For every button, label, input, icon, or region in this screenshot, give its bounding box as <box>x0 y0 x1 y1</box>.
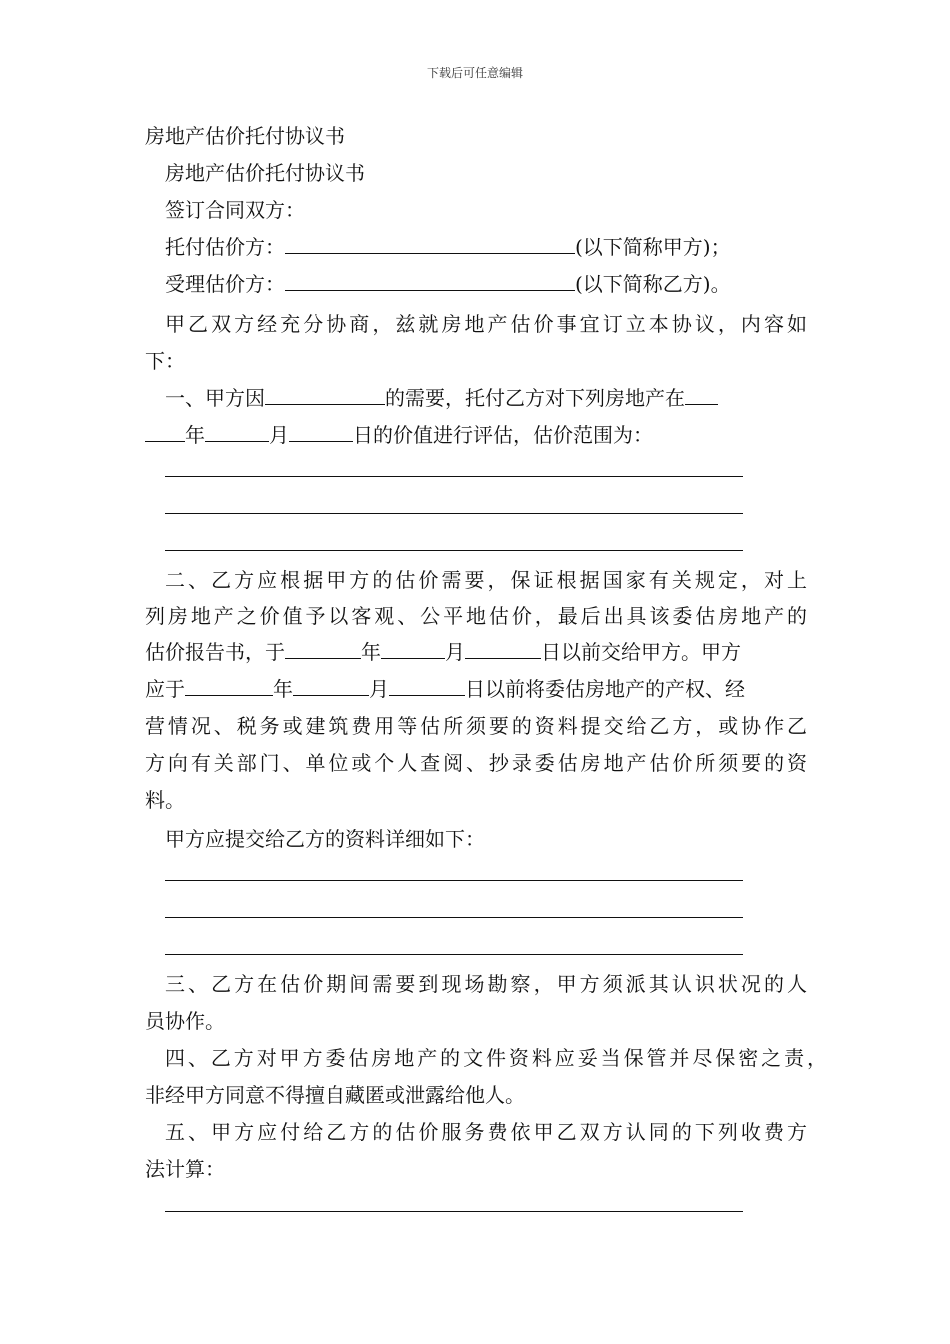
clause-2-line-5: 营情况、税务或建筑费用等估所须要的资料提交给乙方，或协作乙 <box>145 714 807 738</box>
fee-method-line[interactable] <box>165 1211 743 1212</box>
clause-4-line-1: 四、乙方对甲方委估房地产的文件资料应妥当保管并尽保密之责， <box>165 1046 827 1070</box>
report-month-label: 月 <box>445 640 465 664</box>
report-month-blank[interactable] <box>381 636 445 659</box>
clause-1-middle: 的需要，托付乙方对下列房地产在 <box>385 386 685 410</box>
party-a-line <box>165 229 835 265</box>
clause-2-line-1: 二、乙方应根据甲方的估价需要，保证根据国家有关规定，对上 <box>165 568 807 592</box>
clause-1-end: 日的价值进行评估，估价范围为： <box>353 423 653 447</box>
purpose-blank[interactable] <box>265 382 385 405</box>
clause-2-l3-end: 日以前交给甲方。甲方 <box>541 640 741 664</box>
clause-3-line-1: 三、乙方在估价期间需要到现场勘察，甲方须派其认识状况的人 <box>165 972 807 996</box>
report-year-label: 年 <box>361 640 381 664</box>
month-label: 月 <box>269 423 289 447</box>
clause-4-line-2: 非经甲方同意不得擅自藏匿或泄露给他人。 <box>145 1083 525 1107</box>
clause-1-line-1 <box>165 380 835 416</box>
report-day-blank[interactable] <box>465 636 541 659</box>
materials-line-2[interactable] <box>165 917 743 918</box>
clause-5-line-2: 法计算： <box>145 1157 225 1181</box>
parties-label: 签订合同双方： <box>165 198 305 222</box>
party-b-line <box>165 266 835 302</box>
clause-2-line-3 <box>145 634 815 670</box>
month-blank[interactable] <box>205 419 269 442</box>
clause-2-l4-end: 日以前将委估房地产的产权、经 <box>465 677 745 701</box>
submit-month-label: 月 <box>369 677 389 701</box>
document-subtitle: 房地产估价托付协议书 <box>165 161 365 185</box>
party-b-label: 受理估价方： <box>165 272 285 296</box>
clause-2-l4-start: 应于 <box>145 677 185 701</box>
document-title: 房地产估价托付协议书 <box>145 124 345 148</box>
clause-2-line-7: 料。 <box>145 788 185 812</box>
party-a-suffix: (以下简称甲方)； <box>575 235 731 259</box>
party-a-blank[interactable] <box>285 231 575 254</box>
year-label: 年 <box>185 423 205 447</box>
report-year-blank[interactable] <box>285 636 361 659</box>
clause-2-line-2: 列房地产之价值予以客观、公平地估价，最后出具该委估房地产的 <box>145 604 807 628</box>
materials-line-1[interactable] <box>165 880 743 881</box>
party-b-suffix: (以下简称乙方)。 <box>575 272 731 296</box>
party-a-label: 托付估价方： <box>165 235 285 259</box>
year-blank-part-1[interactable] <box>685 382 718 405</box>
submit-day-blank[interactable] <box>389 673 465 696</box>
clause-2-l3-start: 估价报告书，于 <box>145 640 285 664</box>
clause-2-line-6: 方向有关部门、单位或个人查阅、抄录委估房地产估价所须要的资 <box>145 751 807 775</box>
clause-1-line-2 <box>145 417 815 453</box>
scope-line-3[interactable] <box>165 550 743 551</box>
intro-line-1: 甲乙双方经充分协商，兹就房地产估价事宜订立本协议，内容如 <box>165 312 807 336</box>
submit-month-blank[interactable] <box>293 673 369 696</box>
clause-5-line-1: 五、甲方应付给乙方的估价服务费依甲乙双方认同的下列收费方 <box>165 1120 807 1144</box>
scope-line-2[interactable] <box>165 513 743 514</box>
clause-3-line-2: 员协作。 <box>145 1009 225 1033</box>
clause-1-start: 一、甲方因 <box>165 386 265 410</box>
clause-2-line-4 <box>145 671 815 707</box>
submit-year-blank[interactable] <box>185 673 273 696</box>
day-blank[interactable] <box>289 419 353 442</box>
year-blank-part-2[interactable] <box>145 419 185 442</box>
scope-line-1[interactable] <box>165 476 743 477</box>
page-header: 下载后可任意编辑 <box>426 66 523 80</box>
party-b-blank[interactable] <box>285 268 575 291</box>
submit-year-label: 年 <box>273 677 293 701</box>
materials-line-3[interactable] <box>165 954 743 955</box>
materials-label: 甲方应提交给乙方的资料详细如下： <box>165 827 485 851</box>
intro-line-2: 下： <box>145 349 185 373</box>
